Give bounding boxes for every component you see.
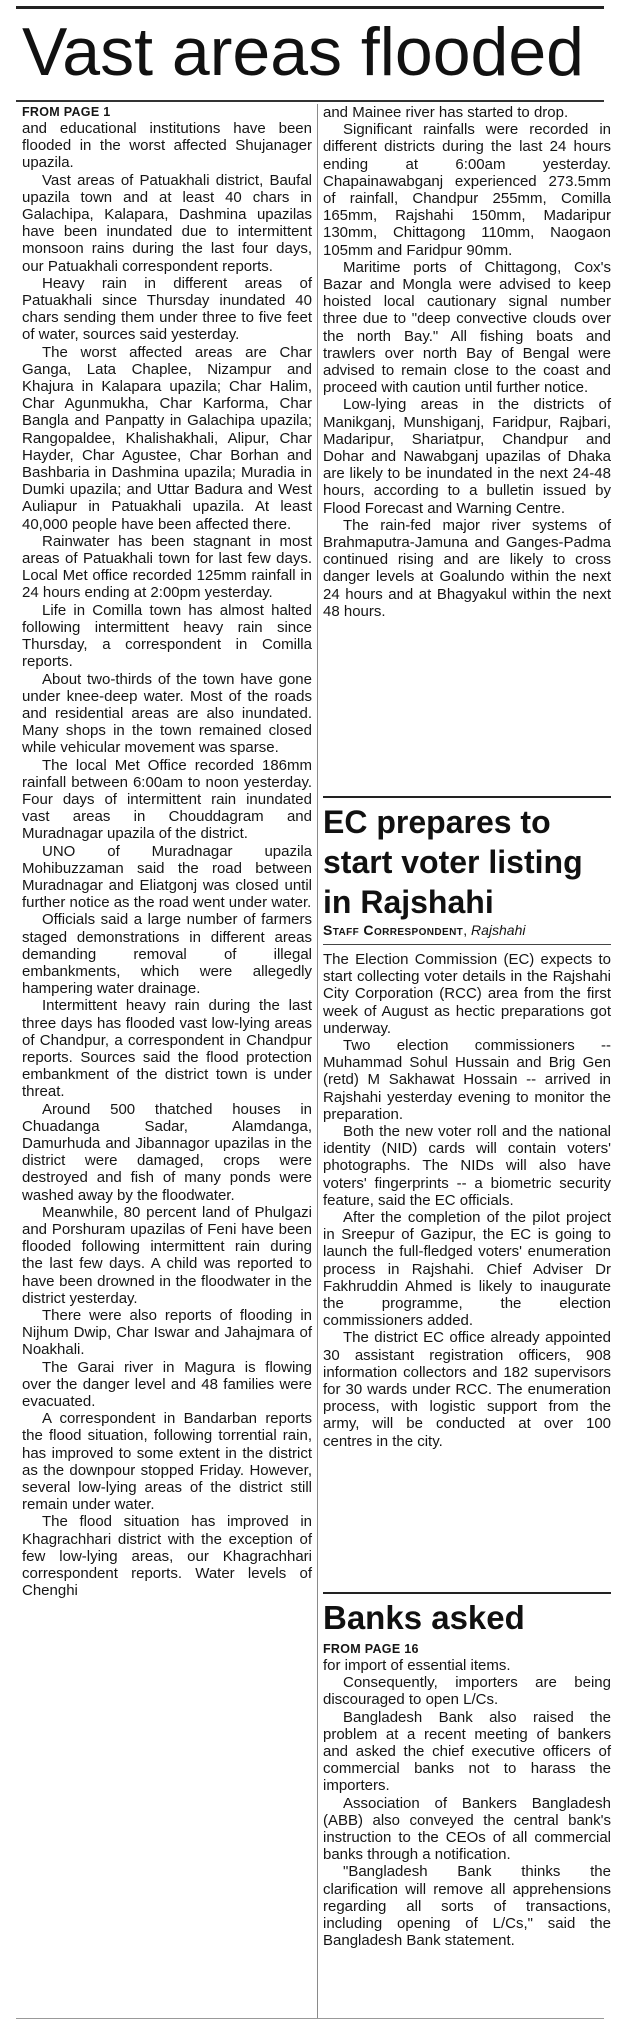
story2-paragraph: Two election commissioners -- Muhammad Sohul Hussain and Brig Gen (retd) M Sakhawat Hossain -- arrived in Rajshahi yesterday evening to monitor the preparation. xyxy=(323,1037,611,1123)
story1-paragraph: UNO of Muradnagar upazila Mohibuzzaman said the road between Muradnagar and Eliatgonj was closed until further notice as the road went under water. xyxy=(22,842,312,912)
story1-paragraph: Maritime ports of Chittagong, Cox's Bazar and Mongla were advised to keep hoisted local cautionary signal number three due to "deep convective clouds over the north Bay." All fishing boats and trawlers over north Bay of Bengal were advised to remain close to the coast and proceed with caution until further notice. xyxy=(323,258,611,397)
story3-top-rule xyxy=(323,1592,611,1594)
story3-paragraph: Consequently, importers are being discouraged to open L/Cs. xyxy=(323,1674,611,1709)
story2-paragraph: The district EC office already appointed 30 assistant registration officers, 908 information collectors and 182 supervisors for 30 wards under RCC. The enumeration process, with logistic support from the army, will be conducted at over 100 centres in the city. xyxy=(323,1329,611,1450)
byline-separator: , xyxy=(463,922,471,938)
column-divider xyxy=(317,104,318,2019)
story2-paragraph: Both the new voter roll and the national identity (NID) cards will contain voters' photographs. The NIDs will also have voters' fingerprints -- a biometric security feature, said the EC officials. xyxy=(323,1123,611,1209)
top-rule xyxy=(16,6,604,9)
story3-paragraph: for import of essential items. xyxy=(323,1657,511,1674)
story2-top-rule xyxy=(323,796,611,798)
story1-paragraph: and educational institutions have been flooded in the worst affected Shujanager upazila. xyxy=(22,120,312,172)
story1-paragraph: Around 500 thatched houses in Chuadanga Sadar, Alamdanga, Damurhuda and Jibannagor upazilas in the district were damaged, crops were destroyed and fish of many ponds were washed away by the floodwater. xyxy=(22,1100,312,1204)
story1-paragraph: The flood situation has improved in Khagrachhari district with the exception of few low-lying areas, our Khagrachhari correspondent reports. Water levels of Chenghi xyxy=(22,1513,312,1600)
bottom-rule xyxy=(16,2018,604,2019)
story2-byline-rule xyxy=(323,944,611,945)
story3-kicker: FROM PAGE 16 xyxy=(323,1642,419,1656)
story1-paragraph: Vast areas of Patuakhali district, Baufal upazila town and at least 40 chars in Galachipa, Kalapara, Dashmina upazilas have been inundated due to intermittent monsoon rains during the last four days, our Patuakhali correspondent reports. xyxy=(22,171,312,275)
story2-paragraph: The Election Commission (EC) expects to start collecting voter details in the Rajshahi City Corporation (RCC) area from the first week of August as hectic preparations got underway. xyxy=(323,951,611,1037)
story1-column-2 xyxy=(323,104,611,620)
story1-paragraph: Officials said a large number of farmers staged demonstrations in different areas demanding removal of illegal embankments, which were allegedly hampering water drainage. xyxy=(22,911,312,998)
story1-paragraph: and Mainee river has started to drop. xyxy=(323,104,569,121)
story1-paragraph: Heavy rain in different areas of Patuakhali since Thursday inundated 40 chars sending them under three to five feet of water, sources said yesterday. xyxy=(22,274,312,344)
story1-paragraph: About two-thirds of the town have gone under knee-deep water. Most of the roads and residential areas are also inundated. Many shops in the town remained closed while vehicular movement was sparse. xyxy=(22,670,312,757)
byline-location: Rajshahi xyxy=(470,922,526,938)
headline-rule xyxy=(16,100,604,102)
story3-body xyxy=(323,1642,611,1949)
story1-paragraph: Significant rainfalls were recorded in different districts during the last 24 hours ending at 6:00am yesterday. Chapainawabganj experienced 273.5mm of rainfall, Chandpur 255mm, Comilla 165mm, Rajshahi 150mm, Madaripur 130mm, Chittagong 110mm, Naogaon 105mm and Faridpur 90mm. xyxy=(323,121,611,259)
story1-paragraph: The rain-fed major river systems of Brahmaputra-Jamuna and Ganges-Padma continued rising and are likely to cross danger levels at Goalundo within the next 24 hours and at Bhagyakul within the next 48 hours. xyxy=(323,516,611,620)
story1-paragraph: Life in Comilla town has almost halted following intermittent heavy rain since Thursday, a correspondent in Comilla reports. xyxy=(22,601,312,671)
story1-paragraph: There were also reports of flooding in Nijhum Dwip, Char Iswar and Jahajmara of Noakhali. xyxy=(22,1307,312,1359)
story1-paragraph: The local Met Office recorded 186mm rainfall between 6:00am to noon yesterday. Four days of intermittent rain inundated vast areas in Chouddagram and Muradnagar upazila of the district. xyxy=(22,756,312,843)
story1-kicker: FROM PAGE 1 xyxy=(22,105,111,119)
story2-body xyxy=(323,951,611,1450)
byline-staff: Staff Correspondent xyxy=(323,922,464,938)
story2-headline: EC prepares to start voter listing in Rajshahi xyxy=(323,804,583,920)
story1-headline: Vast areas flooded xyxy=(22,14,584,90)
story1-paragraph: Rainwater has been stagnant in most areas of Patuakhali town for last few days. Local Met office recorded 125mm rainfall in 24 hours ending at 2:00pm yesterday. xyxy=(22,532,312,602)
story1-column-1 xyxy=(22,105,312,1599)
story3-headline: Banks asked xyxy=(323,1599,525,1636)
story2-byline xyxy=(323,922,611,939)
story3-paragraph: Bangladesh Bank also raised the problem at a recent meeting of bankers and asked the chief executive officers of commercial banks not to harass the importers. xyxy=(323,1708,611,1795)
story1-paragraph: Meanwhile, 80 percent land of Phulgazi and Porshuram upazilas of Feni have been flooded following intermittent rain during the last few days. A child was reported to have been drowned in the floodwater in the district yesterday. xyxy=(22,1203,312,1307)
story1-paragraph: The worst affected areas are Char Ganga, Lata Chaplee, Nizampur and Khajura in Kalapara upazila; Char Halim, Char Agunmukha, Char Karforma, Char Bangla and Panpatty in Galachipa upazila; Rangopaldee, Khalishakhali, Alipur, Char Hayder, Char Agustee, Char Borhan and Bashbaria in Dashmina upazila; Muradia in Dumki upazila; and Uttar Badura and West Auliapur in Patuakhali upazila. At least 40,000 people have been affected there. xyxy=(22,343,312,533)
story3-paragraph: Association of Bankers Bangladesh (ABB) also conveyed the central bank's instruction to the CEOs of all commercial banks through a notification. xyxy=(323,1794,611,1864)
story1-paragraph: Intermittent heavy rain during the last three days has flooded vast low-lying areas of Chandpur, a correspondent in Chandpur reports. Sources said the flood protection embankment of the district town is under threat. xyxy=(22,997,312,1101)
story1-paragraph: Low-lying areas in the districts of Manikganj, Munshiganj, Faridpur, Rajbari, Madaripur, Shariatpur, Chandpur and Dohar and Nawabganj upazilas of Dhaka are likely to be inundated in the next 24-48 hours, according to a bulletin issued by Flood Forecast and Warning Centre. xyxy=(323,396,611,517)
story3-paragraph: "Bangladesh Bank thinks the clarification will remove all apprehensions regarding all sorts of transactions, including opening of L/Cs," said the Bangladesh Bank statement. xyxy=(323,1863,611,1950)
story2-paragraph: After the completion of the pilot project in Sreepur of Gazipur, the EC is going to launch the full-fledged voters' enumeration process in Rajshahi. Chief Adviser Dr Fakhruddin Ahmed is likely to inaugurate the programme, the election commissioners added. xyxy=(323,1209,611,1330)
story1-paragraph: The Garai river in Magura is flowing over the danger level and 48 families were evacuated. xyxy=(22,1358,312,1411)
story1-paragraph: A correspondent in Bandarban reports the flood situation, following torrential rain, has improved to some extent in the district as the downpour stopped Friday. However, several low-lying areas of the district still remain under water. xyxy=(22,1410,312,1514)
